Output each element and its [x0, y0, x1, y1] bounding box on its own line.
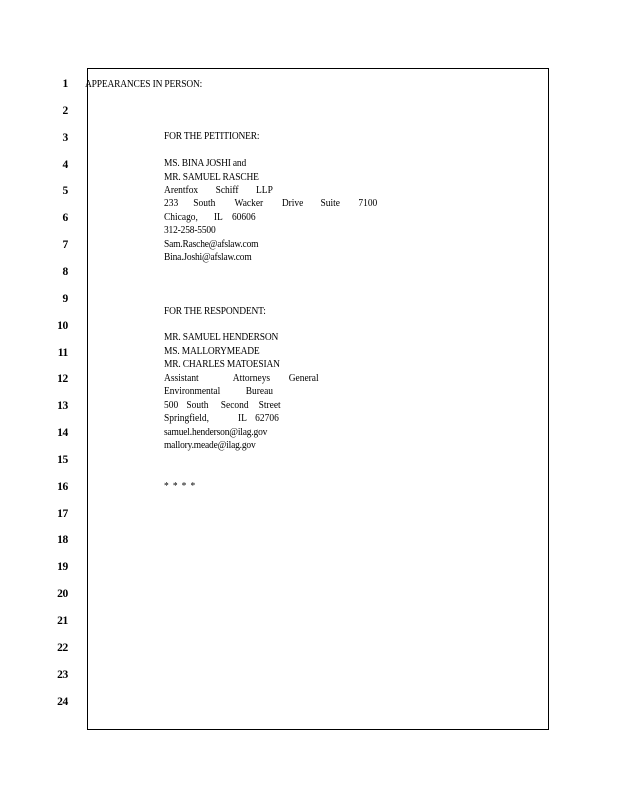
line-number: 13 [57, 400, 68, 413]
line-number: 6 [62, 212, 68, 225]
respondent-street [164, 399, 302, 412]
respondent-attorney-1: MR. SAMUEL HENDERSON [164, 331, 279, 343]
line-number: 16 [57, 480, 68, 493]
line-number: 4 [62, 158, 68, 171]
petitioner-firm [164, 184, 293, 197]
street-word: Wacker [234, 197, 264, 209]
respondent-title [164, 372, 319, 385]
line-number: 18 [57, 534, 68, 547]
line-number: 14 [57, 427, 68, 440]
firm-word: LLP [256, 184, 273, 196]
street-word: South [193, 197, 216, 209]
bureau-word: Environmental [164, 385, 221, 397]
section-separator: * * * * [164, 480, 197, 492]
petitioner-phone: 312-258-5500 [164, 224, 216, 236]
petitioner-city [164, 211, 267, 224]
firm-word: Schiff [215, 184, 239, 196]
line-number: 21 [57, 615, 68, 627]
respondent-email-1: samuel.henderson@ilag.gov [164, 426, 268, 438]
line-number: 19 [57, 561, 68, 574]
line-number: 23 [57, 668, 68, 681]
line-number: 17 [57, 507, 68, 520]
respondent-email-2: mallory.meade@ilag.gov [164, 439, 256, 451]
title-word: Assistant [164, 372, 199, 384]
page-border [87, 68, 549, 730]
line-number: 8 [62, 265, 68, 278]
line-number: 10 [57, 319, 68, 332]
line-number: 15 [57, 453, 68, 466]
line-number: 3 [62, 131, 68, 144]
title-word: Attorneys [232, 372, 271, 384]
respondent-attorney-2: MS. MALLORYMEADE [164, 345, 260, 357]
street-word: 233 [164, 197, 179, 209]
line-number: 11 [57, 346, 68, 359]
line-number: 9 [62, 292, 68, 305]
city-word: 62706 [255, 412, 279, 424]
street-word: 500 [164, 399, 179, 411]
appearances-heading: APPEARANCES IN PERSON: [85, 78, 203, 90]
city-word: 60606 [231, 211, 256, 223]
petitioner-email-2: Bina.Joshi@afslaw.com [164, 251, 252, 263]
street-word: 7100 [358, 197, 378, 209]
line-number: 2 [62, 104, 68, 117]
city-word: Springfield, [164, 412, 209, 424]
line-number: 22 [57, 641, 68, 654]
street-word: Drive [281, 197, 304, 209]
respondent-bureau [164, 385, 293, 398]
street-word: Suite [320, 197, 340, 209]
respondent-city [164, 412, 284, 425]
bureau-word: Bureau [245, 385, 274, 397]
street-word: Second [220, 399, 249, 411]
firm-word: Arentfox [164, 184, 199, 196]
line-number: 5 [62, 185, 68, 198]
petitioner-attorney-1: MS. BINA JOSHI and [164, 157, 247, 169]
line-number: 12 [57, 373, 68, 386]
respondent-label: FOR THE RESPONDENT: [164, 305, 266, 317]
line-number: 20 [57, 588, 68, 601]
petitioner-attorney-2: MR. SAMUEL RASCHE [164, 171, 259, 183]
line-number: 1 [62, 78, 68, 90]
title-word: General [288, 372, 319, 384]
petitioner-label: FOR THE PETITIONER: [164, 130, 260, 142]
line-number: 7 [62, 239, 68, 252]
street-word: Street [258, 399, 281, 411]
city-word: IL [237, 412, 247, 424]
respondent-attorney-3: MR. CHARLES MATOESIAN [164, 358, 280, 370]
line-number: 24 [57, 695, 68, 708]
city-word: Chicago, [164, 211, 198, 223]
city-word: IL [213, 211, 223, 223]
street-word: South [186, 399, 209, 411]
petitioner-street [164, 197, 378, 210]
petitioner-email-1: Sam.Rasche@afslaw.com [164, 238, 259, 250]
